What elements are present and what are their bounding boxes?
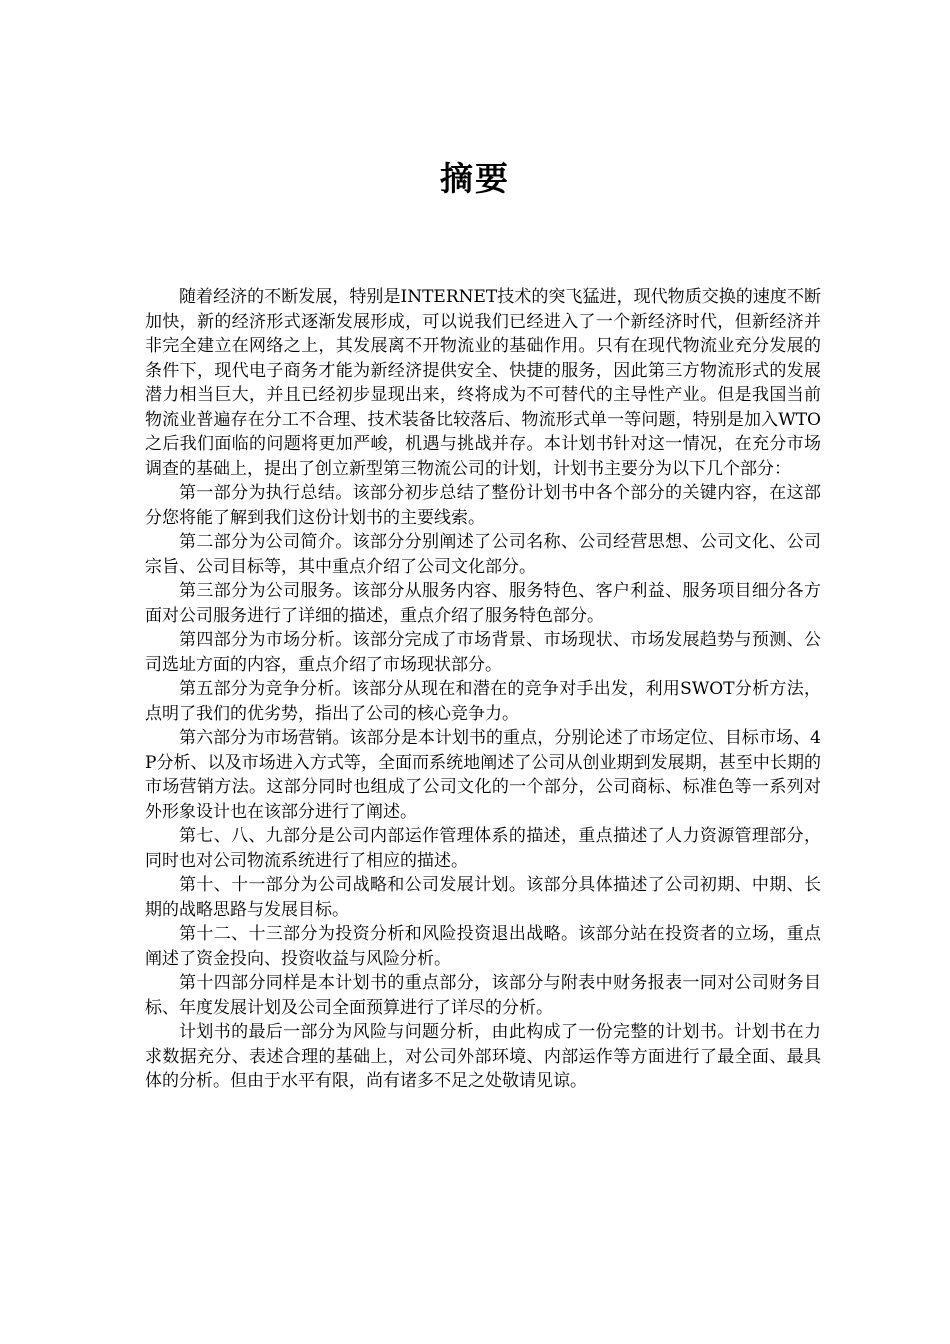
abstract-body [145,285,821,1094]
paragraph-part-3: 第三部分为公司服务。该部分从服务内容、服务特色、客户利益、服务项目细分各方面对公司服务进行了详细的描述，重点介绍了服务特色部分。 [145,581,821,626]
paragraph-part-12-13: 第十二、十三部分为投资分析和风险投资退出战略。该部分站在投资者的立场，重点阐述了资金投向、投资收益与风险分析。 [145,924,821,969]
paragraph-part-10-11: 第十、十一部分为公司战略和公司发展计划。该部分具体描述了公司初期、中期、长期的战略思路与发展目标。 [145,875,821,920]
paragraph-part-4: 第四部分为市场分析。该部分完成了市场背景、市场现状、市场发展趋势与预测、公司选址方面的内容，重点介绍了市场现状部分。 [145,630,821,675]
paragraph-part-5: 第五部分为竞争分析。该部分从现在和潜在的竞争对手出发，利用SWOT分析方法，点明了我们的优劣势，指出了公司的核心竞争力。 [145,679,821,724]
paragraph-part-14: 第十四部分同样是本计划书的重点部分，该部分与附表中财务报表一同对公司财务目标、年度发展计划及公司全面预算进行了详尽的分析。 [145,973,821,1018]
page-title: 摘要 [440,159,510,198]
paragraph-part-6: 第六部分为市场营销。该部分是本计划书的重点，分别论述了市场定位、目标市场、4P分析、以及市场进入方式等，全面而系统地阐述了公司从创业期到发展期，甚至中长期的市场营销方法。这部分同时也组成了公司文化的一个部分，公司商标、标准色等一系列对外形象设计也在该部分进行了阐述。 [145,728,821,822]
paragraph-conclusion: 计划书的最后一部分为风险与问题分析，由此构成了一份完整的计划书。计划书在力求数据充分、表述合理的基础上，对公司外部环境、内部运作等方面进行了最全面、最具体的分析。但由于水平有限，尚有诸多不足之处敬请见谅。 [145,1022,821,1091]
paragraph-part-1: 第一部分为执行总结。该部分初步总结了整份计划书中各个部分的关键内容，在这部分您将能了解到我们这份计划书的主要线索。 [145,483,821,528]
paragraph-part-2: 第二部分为公司简介。该部分分别阐述了公司名称、公司经营思想、公司文化、公司宗旨、公司目标等，其中重点介绍了公司文化部分。 [145,532,821,577]
paragraph-intro: 随着经济的不断发展，特别是INTERNET技术的突飞猛进，现代物质交换的速度不断加快，新的经济形式逐渐发展形成，可以说我们已经进入了一个新经济时代，但新经济并非完全建立在网络之上，其发展离不开物流业的基础作用。只有在现代物流业充分发展的条件下，现代电子商务才能为新经济提供安全、快捷的服务，因此第三方物流形式的发展潜力相当巨大，并且已经初步显现出来，终将成为不可替代的主导性产业。但是我国当前物流业普遍存在分工不合理、技术装备比较落后、物流形式单一等问题，特别是加入WTO之后我们面临的问题将更加严峻，机遇与挑战并存。本计划书针对这一情况，在充分市场调查的基础上，提出了创立新型第三物流公司的计划，计划书主要分为以下几个部分： [145,287,821,479]
paragraph-part-7-9: 第七、八、九部分是公司内部运作管理体系的描述，重点描述了人力资源管理部分，同时也对公司物流系统进行了相应的描述。 [145,826,821,871]
